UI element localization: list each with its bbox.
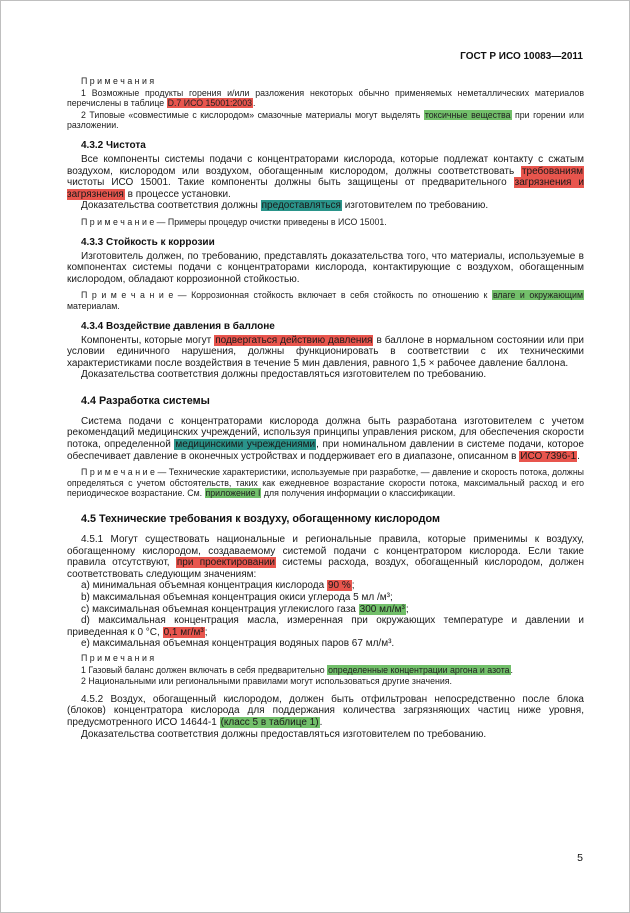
highlight-red: 0,1 мг/м³	[163, 626, 204, 638]
text-run: , при номинальном давлении в системе подачи, которое обеспечивает давление в оконечных устройствах и поддерживает его в диапазоне, описанном в	[67, 439, 584, 462]
note-4-5-item-2	[67, 676, 584, 687]
text-run: Изготовитель должен, по требованию, представлять доказательства того, что материалы, используемые в компонентах системы подачи с концентраторами кислорода, контактирующие с воздухом, обогащенным кислородом, обладают коррозионной стойкостью.	[67, 250, 584, 285]
text-run: a) минимальная объемная концентрация кислорода	[81, 580, 327, 592]
standard-number: ГОСТ Р ИСО 10083—2011	[460, 51, 583, 62]
text-run: c) максимальная объемная концентрация углекислого газа	[81, 603, 359, 615]
text-run: Доказательства соответствия должны предоставляться изготовителем по требованию.	[81, 369, 487, 381]
evidence-4-3-4	[67, 369, 584, 381]
highlight-red: загрязнения и загрязнения	[67, 177, 585, 200]
highlight-teal: предоставляться	[261, 200, 341, 212]
para-4-5-1	[67, 534, 584, 580]
notes-label-top	[67, 76, 584, 87]
text-run: 4.5.2 Воздух, обогащенный кислородом, должен быть отфильтрован непосредственно после блока (блоков) концентратора кислорода для поддержания количества загрязняющих частиц ниже уровня, предусмотренного ИСО 14644-1	[67, 693, 584, 728]
text-run: 1 Газовый баланс должен включать в себя предварительно	[81, 664, 328, 675]
text-run: П р и м е ч а н и е — Примеры процедур очистки приведены в ИСО 15001.	[81, 216, 387, 227]
text-run: .	[577, 450, 580, 462]
page-number: 5	[577, 852, 583, 864]
text-run: 2 Национальными или региональными правилами могут использоваться другие значения.	[81, 676, 452, 687]
text-run: d) максимальная концентрация масла, измеренная при окружающих температуре и давлении и приведенная к 0 °C,	[67, 615, 584, 638]
text-run: Доказательства соответствия должны предоставляться изготовителем по требованию.	[81, 728, 487, 740]
highlight-green: токсичные вещества	[424, 109, 511, 120]
text-run: 1 Возможные продукты горения и/или разложения некоторых обычно применяемых неметаллических материалов перечислены в таблице	[67, 87, 584, 109]
text-run: П р и м е ч а н и я	[81, 652, 155, 663]
text-run: 4.5.1 Могут существовать национальные и региональные правила, которые применимы к воздуху, обогащенному кислородом, создаваемому системой подачи с концентратором кислорода. Если такие правила отсутствуют,	[67, 534, 584, 569]
text-run: 4.3.3 Стойкость к коррозии	[81, 236, 215, 248]
para-4-4	[67, 416, 584, 462]
list-item-e	[67, 638, 584, 650]
note-4-4	[67, 467, 584, 499]
para-4-3-4	[67, 335, 584, 370]
text-run: 2 Типовые «совместимые с кислородом» смазочные материалы могут выделять	[81, 109, 424, 120]
text-run: в процессе установки.	[124, 188, 231, 200]
text-run: 4.4 Разработка системы	[81, 394, 210, 407]
document-body	[67, 73, 584, 740]
note-item-2	[67, 110, 584, 131]
text-run: при горении или разложении.	[67, 109, 585, 131]
highlight-red: подвергаться действию давления	[215, 334, 373, 346]
page-footer	[577, 852, 583, 864]
text-run: Компоненты, которые могут	[81, 334, 215, 346]
heading-4-5	[67, 513, 584, 525]
heading-4-4	[67, 395, 584, 407]
heading-4-3-4	[67, 321, 584, 332]
text-run: ;	[405, 603, 409, 615]
highlight-red: требованиям	[521, 165, 583, 177]
highlight-green: 300 мл/м³	[359, 603, 405, 615]
highlight-green: (класс 5 в таблице 1)	[220, 716, 319, 728]
text-run: 4.3.2 Чистота	[81, 139, 146, 151]
note-item-1	[67, 88, 584, 109]
text-run: .	[253, 98, 256, 109]
list-item-c	[67, 604, 584, 616]
text-run: Система подачи с концентраторами кислорода должна быть разработана изготовителем с учетом рекомендаций медицинских учреждений, используя принципы управления риском, для обеспечения скорости потока, определенной	[67, 415, 584, 451]
text-run: 4.3.4 Воздействие давления в баллоне	[81, 320, 275, 332]
para-4-3-2	[67, 154, 584, 200]
text-run: .	[510, 664, 513, 675]
text-run: 4.5 Технические требования к воздуху, обогащенному кислородом	[81, 513, 440, 526]
heading-4-3-2	[67, 140, 584, 151]
text-run: П р и м е ч а н и е — Коррозионная стойкость включает в себя стойкость по отношению к	[81, 290, 492, 301]
note-4-3-3	[67, 290, 584, 311]
document-header	[460, 51, 583, 62]
note-4-5-item-1	[67, 665, 584, 676]
text-run: для получения информации о классификации.	[261, 488, 456, 499]
text-run: П р и м е ч а н и е — Технические характеристики, используемые при разработке, — давление и скорость потока, должны определяться с учетом обстоятельств, таких как ежедневное возрастание скорости потока, максимальный расход и его периодическое возрастание. См.	[67, 467, 584, 499]
highlight-teal: медицинскими учреждениями	[175, 439, 316, 451]
highlight-red: при проектировании	[176, 557, 276, 569]
highlight-red: ИСО 7396-1	[520, 450, 577, 462]
notes-label-bottom	[67, 653, 584, 664]
text-run: .	[319, 716, 323, 728]
highlight-green: приложение I	[205, 488, 261, 499]
text-run: чистоты ИСО 15001. Такие компоненты должны быть защищены от предварительного	[67, 177, 514, 189]
text-run: Доказательства соответствия должны	[81, 200, 261, 212]
highlight-green: определенные концентрации аргона и азота	[328, 664, 510, 675]
text-run: П р и м е ч а н и я	[81, 76, 155, 86]
text-run: материалам.	[67, 300, 120, 311]
heading-4-3-3	[67, 237, 584, 248]
highlight-red: 90 %	[327, 580, 351, 592]
text-run: изготовителем по требованию.	[341, 200, 489, 212]
text-run: ;	[351, 580, 355, 592]
evidence-4-5-2	[67, 729, 584, 741]
para-4-5-2	[67, 694, 584, 729]
text-run: b) максимальная объемная концентрация окиси углерода 5 мл /м³;	[81, 592, 393, 603]
highlight-red: D.7 ИСО 15001:2003	[167, 98, 252, 109]
para-4-3-3	[67, 251, 584, 286]
list-item-b	[67, 592, 584, 604]
note-4-3-2	[67, 217, 584, 228]
list-item-a	[67, 580, 584, 592]
text-run: системы расхода, воздух, обогащенный кислородом, должен соответствовать следующим значениям:	[67, 557, 585, 580]
list-item-d	[67, 615, 584, 638]
text-run: Все компоненты системы подачи с концентраторами кислорода, которые подлежат контакту с сжатым воздухом, кислородом или воздухом, обогащенным кислородом, должны соответствовать	[67, 153, 584, 177]
text-run: e) максимальная объемная концентрация водяных паров 67 мл/м³.	[81, 638, 395, 650]
text-run: ;	[204, 626, 208, 638]
text-run: в баллоне в нормальном состоянии или при условии единичного нарушения, должны функционировать в соответствии с их техническими характеристиками после воздействия в течение 5 мин давления, равного 1,5 × рабочее давление баллона.	[67, 334, 585, 369]
highlight-green: влаге и окружающим	[492, 290, 583, 301]
evidence-4-3-2	[67, 200, 584, 212]
